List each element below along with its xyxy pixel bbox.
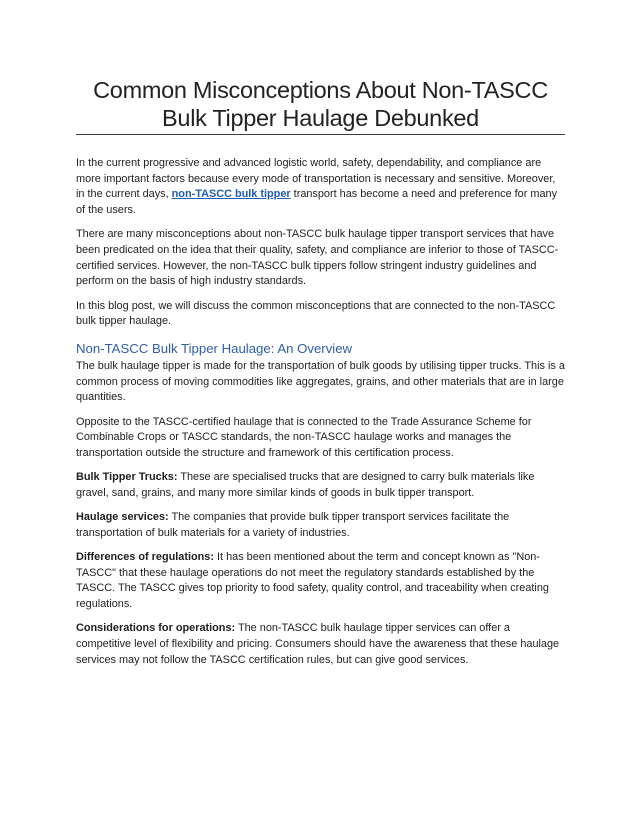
item-text: The companies that provide bulk tipper transport services facilitate the transportation of bulk materials for a variety of industries. (76, 511, 510, 539)
intro-text-before-link: In the current progressive and advanced logistic world, safety, dependability, and compliance are more important factors because every mode of transportation is necessary and sensitive. Moreover, in the current days, (76, 157, 556, 201)
bulk-tipper-trucks-item (76, 470, 565, 501)
section-paragraph-1: The bulk haulage tipper is made for the transportation of bulk goods by utilising tipper trucks. This is a common process of moving commodities like aggregates, grains, and other materials that are in large quantities. (76, 360, 565, 404)
article-body (76, 156, 565, 677)
item-text: It has been mentioned about the term and concept known as "Non-TASCC" that these haulage operations do not meet the regulatory standards established by the TASCC. The TASCC gives top priority to food safety, quality control, and traceability when creating regulations. (76, 551, 549, 611)
intro-paragraph-1 (76, 156, 565, 219)
item-text: The non-TASCC bulk haulage tipper services can offer a competitive level of flexibility and pricing. Consumers should have the awareness that these haulage services may not follow the TASCC certification rules, but can give good services. (76, 622, 560, 666)
non-tascc-bulk-tipper-link[interactable]: non-TASCC bulk tipper (171, 188, 291, 201)
item-term: Considerations for operations: (76, 622, 236, 635)
item-term: Bulk Tipper Trucks: (76, 471, 178, 484)
item-term: Haulage services: (76, 511, 169, 524)
item-term: Differences of regulations: (76, 551, 214, 564)
differences-of-regulations-item (76, 550, 565, 613)
section-heading: Non-TASCC Bulk Tipper Haulage: An Overview (76, 341, 353, 357)
intro-text-after-link: transport has become a need and preference for many of the users. (76, 188, 558, 217)
intro-paragraph-2: There are many misconceptions about non-TASCC bulk haulage tipper transport services that have been predicated on the idea that their quality, safety, and compliance are inferior to those of TASCC-certified services. However, the non-TASCC bulk tippers follow stringent industry guidelines and perform on the basis of high industry standards. (76, 228, 559, 288)
section-paragraph-2: Opposite to the TASCC-certified haulage that is connected to the Trade Assurance Scheme for Combinable Crops or TASCC standards, the non-TASCC haulage works and manages the transportation outside the structure and framework of this certification process. (76, 415, 532, 460)
intro-paragraph-3: In this blog post, we will discuss the common misconceptions that are connected to the non-TASCC bulk tipper haulage. (76, 299, 556, 328)
title-block (76, 76, 565, 135)
item-text: These are specialised trucks that are designed to carry bulk materials like gravel, sand, grains, and many more similar kinds of goods in bulk tipper transport. (76, 471, 535, 499)
haulage-services-item (76, 510, 565, 541)
page-title: Common Misconceptions About Non-TASCC Bulk Tipper Haulage Debunked (93, 77, 548, 131)
considerations-for-operations-item (76, 621, 565, 668)
